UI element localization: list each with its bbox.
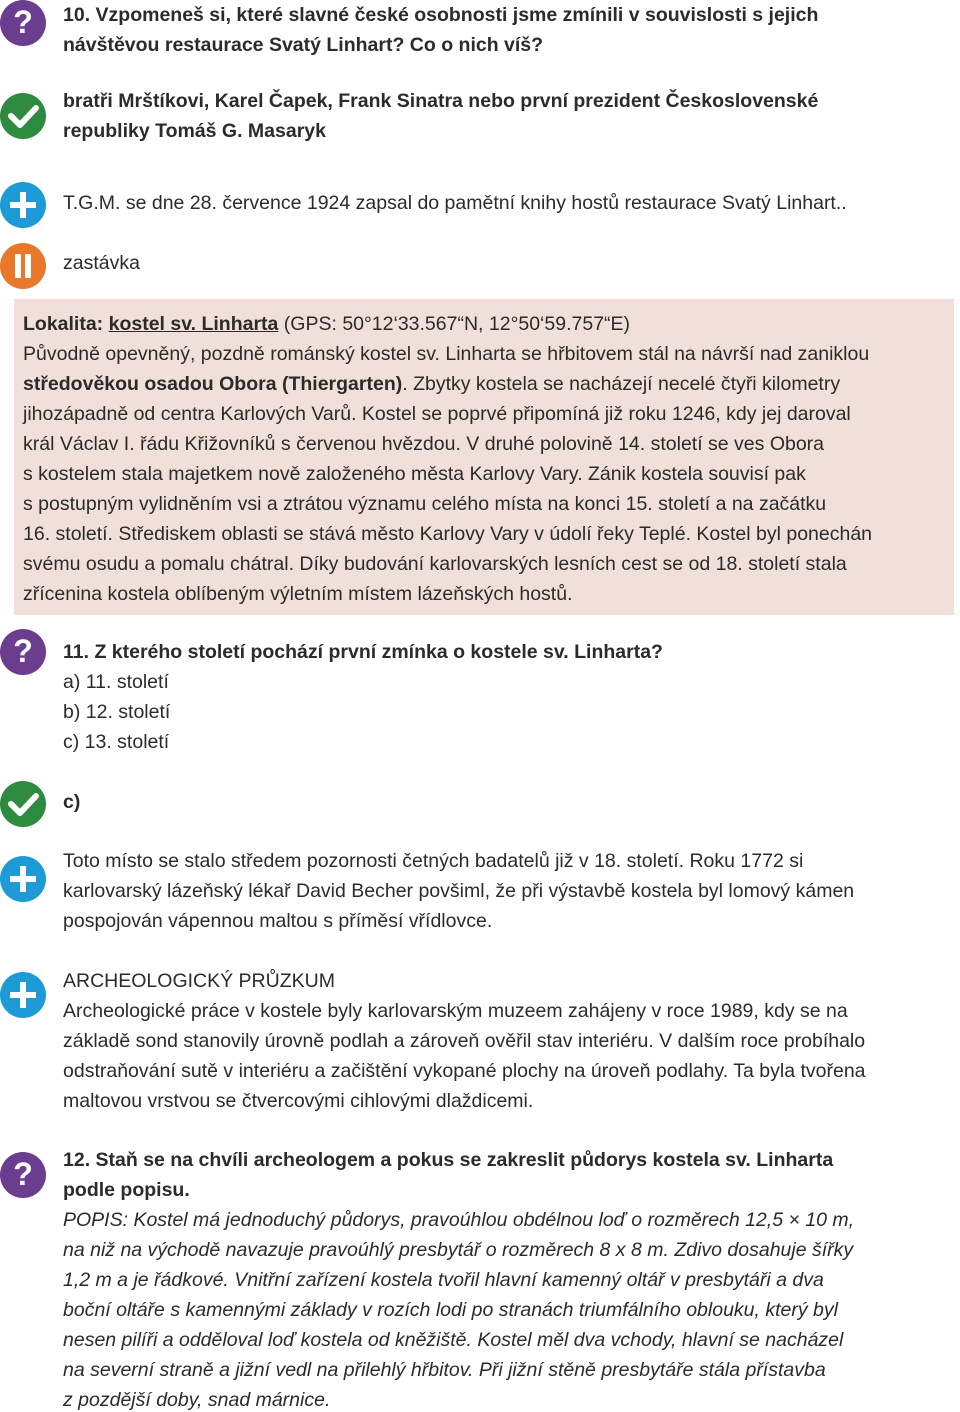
archeo-line: odstraňování sutě v interiéru a začištění vykopané plochy na úroveň podlahy. Ta byla tvořena: [63, 1060, 866, 1082]
archeo-section: [63, 966, 940, 1116]
option-b: b) 12. století: [63, 701, 171, 723]
stop-line: Původně opevněný, pozdně románský kostel sv. Linharta se hřbitovem stál na návrší nad zaniklou: [23, 343, 870, 365]
popis-line: z pozdější doby, snad márnice.: [63, 1389, 331, 1411]
svg-text:?: ?: [13, 633, 33, 669]
answer-11: [63, 787, 940, 817]
stop-line: [23, 369, 942, 399]
stop-line: zřícenina kostela oblíbeným výletním místem lázeňských hostů.: [23, 583, 573, 605]
question-11: [63, 637, 940, 757]
answer-10: [63, 86, 940, 146]
obora-bold: středověkou osadou Obora (Thiergarten): [23, 373, 403, 395]
gps-coordinates: (GPS: 50°12‘33.567“N, 12°50‘59.757“E): [278, 313, 631, 335]
svg-text:?: ?: [13, 4, 33, 40]
locality-line: [23, 309, 942, 339]
question-icon: [0, 1152, 46, 1198]
popis-line: boční oltáře s kamennými základy v rozích lodi po stranách triumfálního oblouku, který byl: [63, 1299, 838, 1321]
answer-10-line-2: republiky Tomáš G. Masaryk: [63, 120, 326, 142]
question-12-line-2: podle popisu.: [63, 1179, 190, 1201]
popis-line: POPIS: Kostel má jednoduchý půdorys, pravoúhlou obdélnou loď o rozměrech 12,5 × 10 m,: [63, 1209, 855, 1231]
archeo-line: Archeologické práce v kostele byly karlovarským muzeem zahájeny v roce 1989, kdy se na: [63, 1000, 848, 1022]
svg-text:?: ?: [13, 1156, 33, 1192]
plus-icon: [0, 856, 46, 902]
stop-label: [63, 248, 940, 278]
popis-line: na severní straně a jižní vedl na přilehlý hřbitov. Při jižní stěně presbytáře stála přístavba: [63, 1359, 826, 1381]
stop-line: jihozápadně od centra Karlových Varů. Kostel se poprvé připomíná již roku 1246, kdy jej daroval: [23, 403, 851, 425]
answer-10-line-1: bratři Mrštíkovi, Karel Čapek, Frank Sinatra nebo první prezident Československé: [63, 90, 819, 112]
extra-info-11: [63, 846, 940, 936]
question-10-line-2: návštěvou restaurace Svatý Linhart? Co o nich víš?: [63, 34, 544, 56]
stop-line: svému osudu a pomalu chátral. Díky budování karlovarských lesních cest se od 18. století stala: [23, 553, 847, 575]
locality-label: Lokalita:: [23, 313, 109, 335]
checkmark-icon: [0, 781, 46, 827]
extra-line: pospojován vápennou maltou s příměsí vřídlovce.: [63, 910, 493, 932]
plus-icon: [0, 182, 46, 228]
question-10-line-1: 10. Vzpomeneš si, které slavné české osobnosti jsme zmínili v souvislosti s jejich: [63, 4, 819, 26]
question-11-text: 11. Z kterého století pochází první zmínka o kostele sv. Linharta?: [63, 641, 663, 663]
question-icon: [0, 0, 46, 46]
stop-line: 16. století. Střediskem oblasti se stává město Karlovy Vary v údolí řeky Teplé. Kostel byl ponechán: [23, 523, 873, 545]
question-12-line-1: 12. Staň se na chvíli archeologem a pokus se zakreslit půdorys kostela sv. Linharta: [63, 1149, 834, 1171]
popis-line: na niž na východě navazuje pravoúhlý presbytář o rozměrech 8 x 8 m. Zdivo dosahuje šířky: [63, 1239, 854, 1261]
archeo-title: ARCHEOLOGICKÝ PRŮZKUM: [63, 970, 335, 992]
archeo-line: základě sond stanovily úrovně podlah a zároveň ověřil stav interiéru. V dalším roce probíhalo: [63, 1030, 866, 1052]
extra-info-10-text: T.G.M. se dne 28. července 1924 zapsal do pamětní knihy hostů restaurace Svatý Linhart..: [63, 192, 847, 214]
popis-line: nesen pilíři a odděloval loď kostela od kněžiště. Kostel měl dva vchody, hlavní se nacházel: [63, 1329, 844, 1351]
extra-info-10: [63, 188, 940, 218]
answer-11-text: c): [63, 791, 81, 813]
stop-line-2-rest: . Zbytky kostela se nacházejí necelé čtyři kilometry: [402, 373, 841, 395]
plus-icon: [0, 972, 46, 1018]
popis-line: 1,2 m a je řádkové. Vnitřní zařízení kostela tvořil hlavní kamenný oltář v presbytáři a dva: [63, 1269, 824, 1291]
option-c: c) 13. století: [63, 731, 170, 753]
question-10: [63, 0, 940, 60]
pause-icon: [0, 243, 46, 289]
stop-line: s postupným vylidněním vsi a ztrátou významu celého místa na konci 15. století a na začátku: [23, 493, 827, 515]
question-12: [63, 1145, 940, 1412]
locality-link[interactable]: kostel sv. Linharta: [108, 313, 279, 335]
archeo-line: maltovou vrstvou se čtvercovými cihlovými dlaždicemi.: [63, 1090, 534, 1112]
checkmark-icon: [0, 93, 46, 139]
question-icon: [0, 629, 46, 675]
extra-line: karlovarský lázeňský lékař David Becher povšiml, že při výstavbě kostela byl lomový kámen: [63, 880, 855, 902]
stop-label-text: zastávka: [63, 252, 140, 274]
extra-line: Toto místo se stalo středem pozornosti četných badatelů již v 18. století. Roku 1772 si: [63, 850, 804, 872]
stop-info-box: [14, 299, 954, 615]
stop-line: král Václav I. řádu Křižovníků s červenou hvězdou. V druhé polovině 14. století se ves Obora: [23, 433, 825, 455]
stop-line: s kostelem stala majetkem nově založeného města Karlovy Vary. Zánik kostela souvisí pak: [23, 463, 806, 485]
option-a: a) 11. století: [63, 671, 169, 693]
